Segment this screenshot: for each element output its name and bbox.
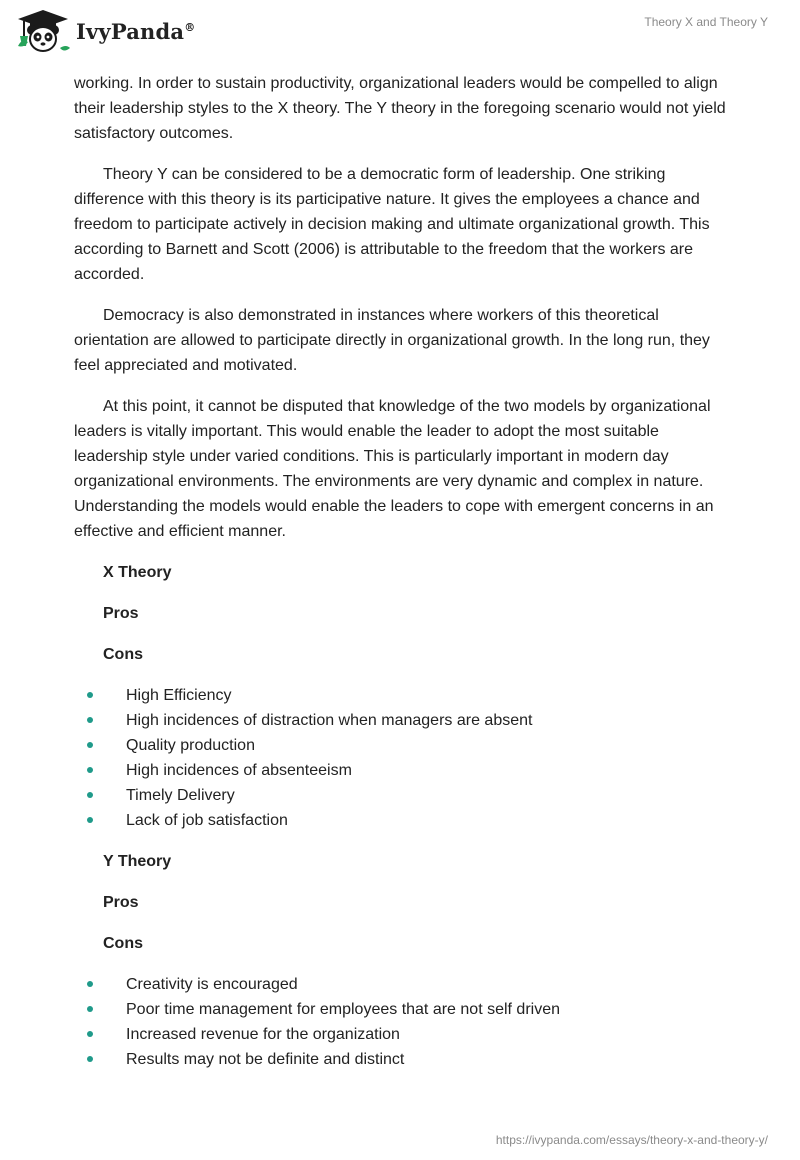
- y-theory-pros-label: Pros: [103, 894, 139, 911]
- paragraph: Theory Y can be considered to be a democratic form of leadership. One striking difference with this theory is its participative nature. It gives the employees a chance and freedom to participate actively in decision making and ultimate organizational growth. This according to Barnett and Scott (2006) is attributable to the freedom that the workers are accorded.: [74, 166, 710, 283]
- bullet-icon: [87, 981, 93, 987]
- bullet-icon: [87, 692, 93, 698]
- x-theory-pros-label: Pros: [103, 605, 139, 622]
- list-item: Quality production: [74, 733, 734, 758]
- list-item: High incidences of absenteeism: [74, 758, 734, 783]
- list-item: High incidences of distraction when managers are absent: [74, 708, 734, 733]
- x-theory-heading: X Theory: [103, 564, 172, 581]
- list-item: High Efficiency: [74, 683, 734, 708]
- paragraph: Democracy is also demonstrated in instances where workers of this theoretical orientation are allowed to participate directly in organizational growth. In the long run, they feel appreciated and motivated.: [74, 307, 710, 374]
- paragraph: At this point, it cannot be disputed that knowledge of the two models by organizational leaders is vitally important. This would enable the leader to adopt the most suitable leadership style under varied conditions. This is particularly important in modern day organizational environments. The environments are very dynamic and complex in nature. Understanding the models would enable the leaders to cope with emergent concerns in an effective and efficient manner.: [74, 398, 714, 540]
- list-item: Timely Delivery: [74, 783, 734, 808]
- page-header: [0, 0, 800, 70]
- bullet-icon: [87, 767, 93, 773]
- paragraph: working. In order to sustain productivity, organizational leaders would be compelled to align their leadership styles to the X theory. The Y theory in the foregoing scenario would not yield satisfactory outcomes.: [74, 75, 726, 142]
- list-item: Results may not be definite and distinct: [74, 1047, 734, 1072]
- list-item: Poor time management for employees that are not self driven: [74, 997, 734, 1022]
- essay-body: [74, 71, 734, 1088]
- bullet-icon: [87, 817, 93, 823]
- x-theory-list: [74, 683, 734, 833]
- logo-text: IvyPanda®: [76, 18, 196, 44]
- panda-graduate-icon: [14, 8, 72, 54]
- bullet-icon: [87, 742, 93, 748]
- list-item: Creativity is encouraged: [74, 972, 734, 997]
- bullet-icon: [87, 717, 93, 723]
- y-theory-cons-label: Cons: [103, 935, 143, 952]
- x-theory-cons-label: Cons: [103, 646, 143, 663]
- y-theory-heading: Y Theory: [103, 853, 172, 870]
- ivypanda-logo[interactable]: [14, 8, 195, 54]
- list-item: Increased revenue for the organization: [74, 1022, 734, 1047]
- y-theory-list: [74, 972, 734, 1072]
- list-item: Lack of job satisfaction: [74, 808, 734, 833]
- bullet-icon: [87, 1056, 93, 1062]
- source-url[interactable]: https://ivypanda.com/essays/theory-x-and-theory-y/: [495, 1133, 768, 1147]
- document-title: Theory X and Theory Y: [644, 15, 768, 29]
- bullet-icon: [87, 1031, 93, 1037]
- bullet-icon: [87, 792, 93, 798]
- bullet-icon: [87, 1006, 93, 1012]
